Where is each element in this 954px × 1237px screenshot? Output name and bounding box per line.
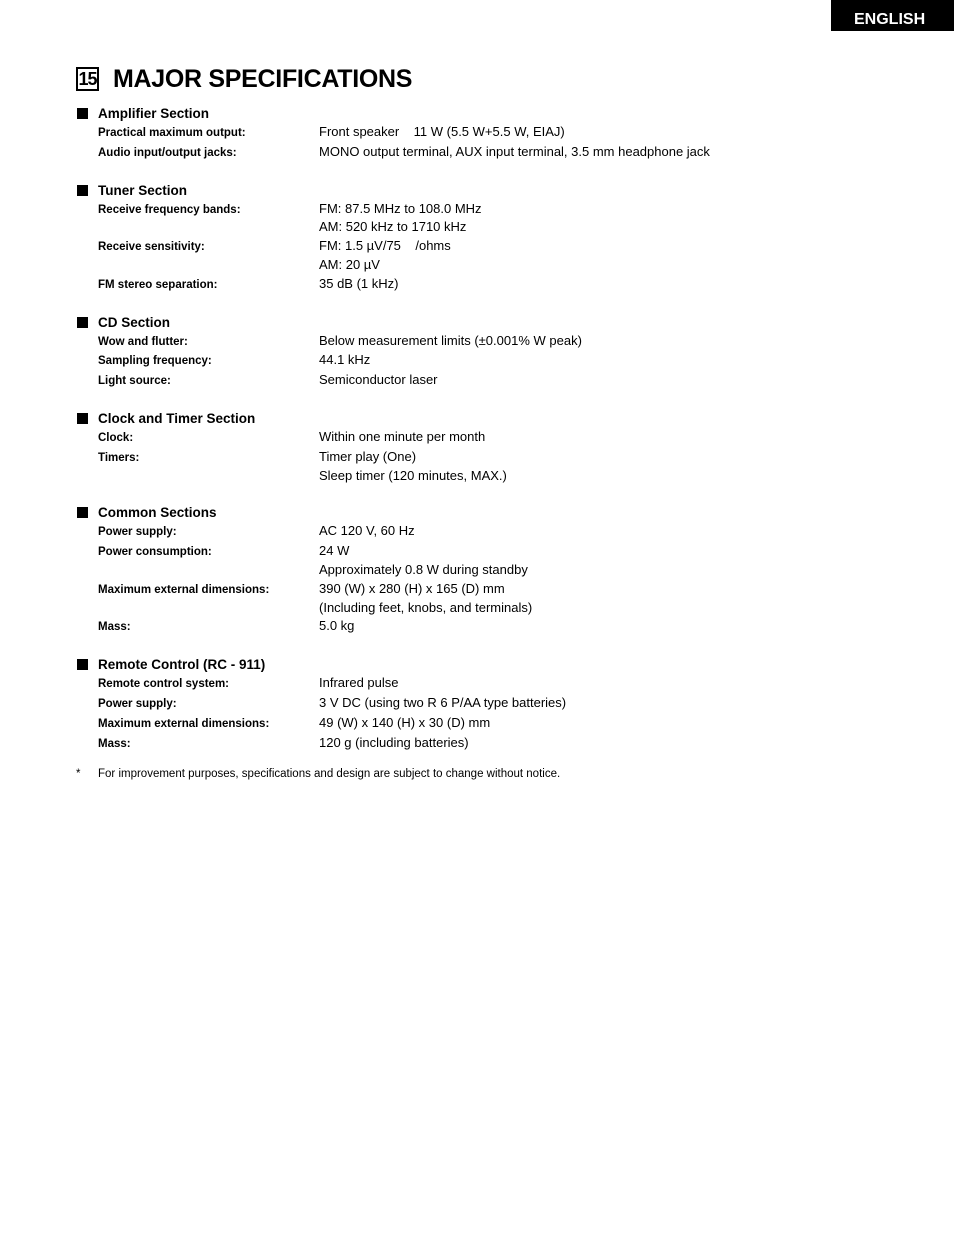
square-bullet-icon [77, 317, 88, 328]
spec-label: Wow and flutter: [98, 335, 188, 348]
spec-value: AM: 20 µV [319, 256, 380, 272]
spec-values [319, 714, 490, 733]
spec-row [76, 200, 936, 238]
spec-values [319, 674, 399, 693]
square-bullet-icon [77, 659, 88, 670]
spec-value: 44.1 kHz [319, 352, 371, 368]
spec-label: Maximum external dimensions: [98, 583, 270, 596]
spec-value: AC 120 V, 60 Hz [319, 523, 415, 539]
section-heading [76, 104, 936, 123]
section-heading [76, 313, 936, 332]
spec-row [76, 371, 936, 391]
spec-value: (Including feet, knobs, and terminals) [319, 599, 533, 615]
spec-label: Power consumption: [98, 546, 212, 559]
spec-row [76, 351, 936, 371]
spec-values [319, 275, 398, 294]
spec-section [76, 409, 936, 485]
spec-row [76, 542, 936, 580]
square-bullet-icon [77, 185, 88, 196]
spec-values [319, 542, 528, 580]
spec-value: 3 V DC (using two R 6 P/AA type batteries) [319, 694, 567, 710]
spec-value: Within one minute per month [319, 428, 486, 444]
spec-label: Practical maximum output: [98, 127, 246, 139]
section-title: Tuner Section [98, 182, 188, 198]
spec-label: Receive sensitivity: [98, 241, 205, 254]
spec-value: Below measurement limits (±0.001% W peak) [319, 332, 582, 348]
page-header [76, 64, 412, 94]
spec-values [319, 580, 532, 618]
spec-label: Mass: [98, 737, 131, 750]
spec-sections [76, 104, 936, 753]
language-tab: ENGLISH [831, 0, 954, 31]
footnote-text: For improvement purposes, specifications and design are subject to change without notice. [98, 768, 561, 781]
spec-section [76, 655, 936, 753]
spec-value: 35 dB (1 kHz) [319, 275, 399, 291]
spec-values [319, 371, 438, 390]
spec-value: Approximately 0.8 W during standby [319, 561, 528, 577]
spec-values [319, 200, 482, 238]
spec-row [76, 522, 936, 542]
spec-row [76, 580, 936, 618]
spec-value: FM: 1.5 µV/75 /ohms [319, 238, 451, 254]
spec-values [319, 522, 415, 541]
spec-value: AM: 520 kHz to 1710 kHz [319, 219, 467, 235]
section-title: Remote Control (RC - 911) [98, 657, 266, 673]
spec-row [76, 332, 936, 352]
spec-row [76, 714, 936, 734]
spec-value: Infrared pulse [319, 675, 399, 691]
spec-values [319, 617, 354, 636]
spec-label: Timers: [98, 451, 140, 464]
spec-values [319, 351, 370, 370]
section-title: CD Section [98, 314, 171, 330]
spec-label: Receive frequency bands: [98, 203, 241, 216]
spec-value: Front speaker 11 W (5.5 W+5.5 W, EIAJ) [319, 124, 565, 139]
spec-row [76, 694, 936, 714]
footnote [76, 768, 936, 780]
spec-values [319, 123, 565, 142]
spec-value: 120 g (including batteries) [319, 734, 469, 750]
spec-row [76, 275, 936, 295]
footnote-mark: * [76, 768, 81, 781]
section-title: Amplifier Section [98, 106, 210, 121]
spec-label: Power supply: [98, 526, 177, 539]
spec-row [76, 448, 936, 486]
spec-values [319, 428, 485, 447]
spec-value: 5.0 kg [319, 618, 355, 634]
spec-values [319, 332, 582, 351]
spec-section [76, 104, 936, 163]
specifications-content [76, 104, 936, 780]
section-heading [76, 655, 936, 674]
spec-values [319, 237, 451, 275]
spec-value: Sleep timer (120 minutes, MAX.) [319, 467, 507, 483]
spec-values [319, 448, 507, 486]
spec-row [76, 617, 936, 637]
square-bullet-icon [77, 413, 88, 424]
spec-values [319, 143, 710, 162]
spec-section [76, 313, 936, 391]
section-heading [76, 181, 936, 200]
spec-label: Audio input/output jacks: [98, 146, 237, 159]
spec-values [319, 734, 469, 753]
spec-section [76, 503, 936, 637]
spec-value: FM: 87.5 MHz to 108.0 MHz [319, 200, 482, 216]
spec-label: FM stereo separation: [98, 278, 218, 291]
spec-value: 24 W [319, 543, 350, 559]
spec-row [76, 428, 936, 448]
section-title: Clock and Timer Section [98, 410, 256, 426]
spec-label: Mass: [98, 621, 131, 634]
spec-label: Remote control system: [98, 678, 230, 691]
section-heading [76, 409, 936, 428]
section-title: Common Sections [98, 505, 217, 521]
spec-row [76, 143, 936, 163]
spec-label: Sampling frequency: [98, 355, 212, 368]
spec-value: 390 (W) x 280 (H) x 165 (D) mm [319, 580, 505, 596]
spec-value: MONO output terminal, AUX input terminal, 3.5 mm headphone jack [319, 143, 710, 159]
spec-value: Semiconductor laser [319, 372, 438, 388]
spec-label: Power supply: [98, 697, 177, 710]
spec-value: 49 (W) x 140 (H) x 30 (D) mm [319, 714, 491, 730]
chapter-number: 15 [76, 67, 99, 91]
square-bullet-icon [77, 507, 88, 518]
section-heading [76, 503, 936, 522]
spec-value: Timer play (One) [319, 448, 417, 464]
spec-label: Maximum external dimensions: [98, 717, 270, 730]
spec-row [76, 674, 936, 694]
page-title: MAJOR SPECIFICATIONS [113, 64, 413, 93]
spec-section [76, 181, 936, 295]
spec-row [76, 734, 936, 754]
spec-row [76, 123, 936, 143]
spec-values [319, 694, 566, 713]
spec-label: Clock: [98, 431, 134, 444]
square-bullet-icon [77, 108, 88, 119]
spec-label: Light source: [98, 375, 171, 388]
spec-row [76, 237, 936, 275]
